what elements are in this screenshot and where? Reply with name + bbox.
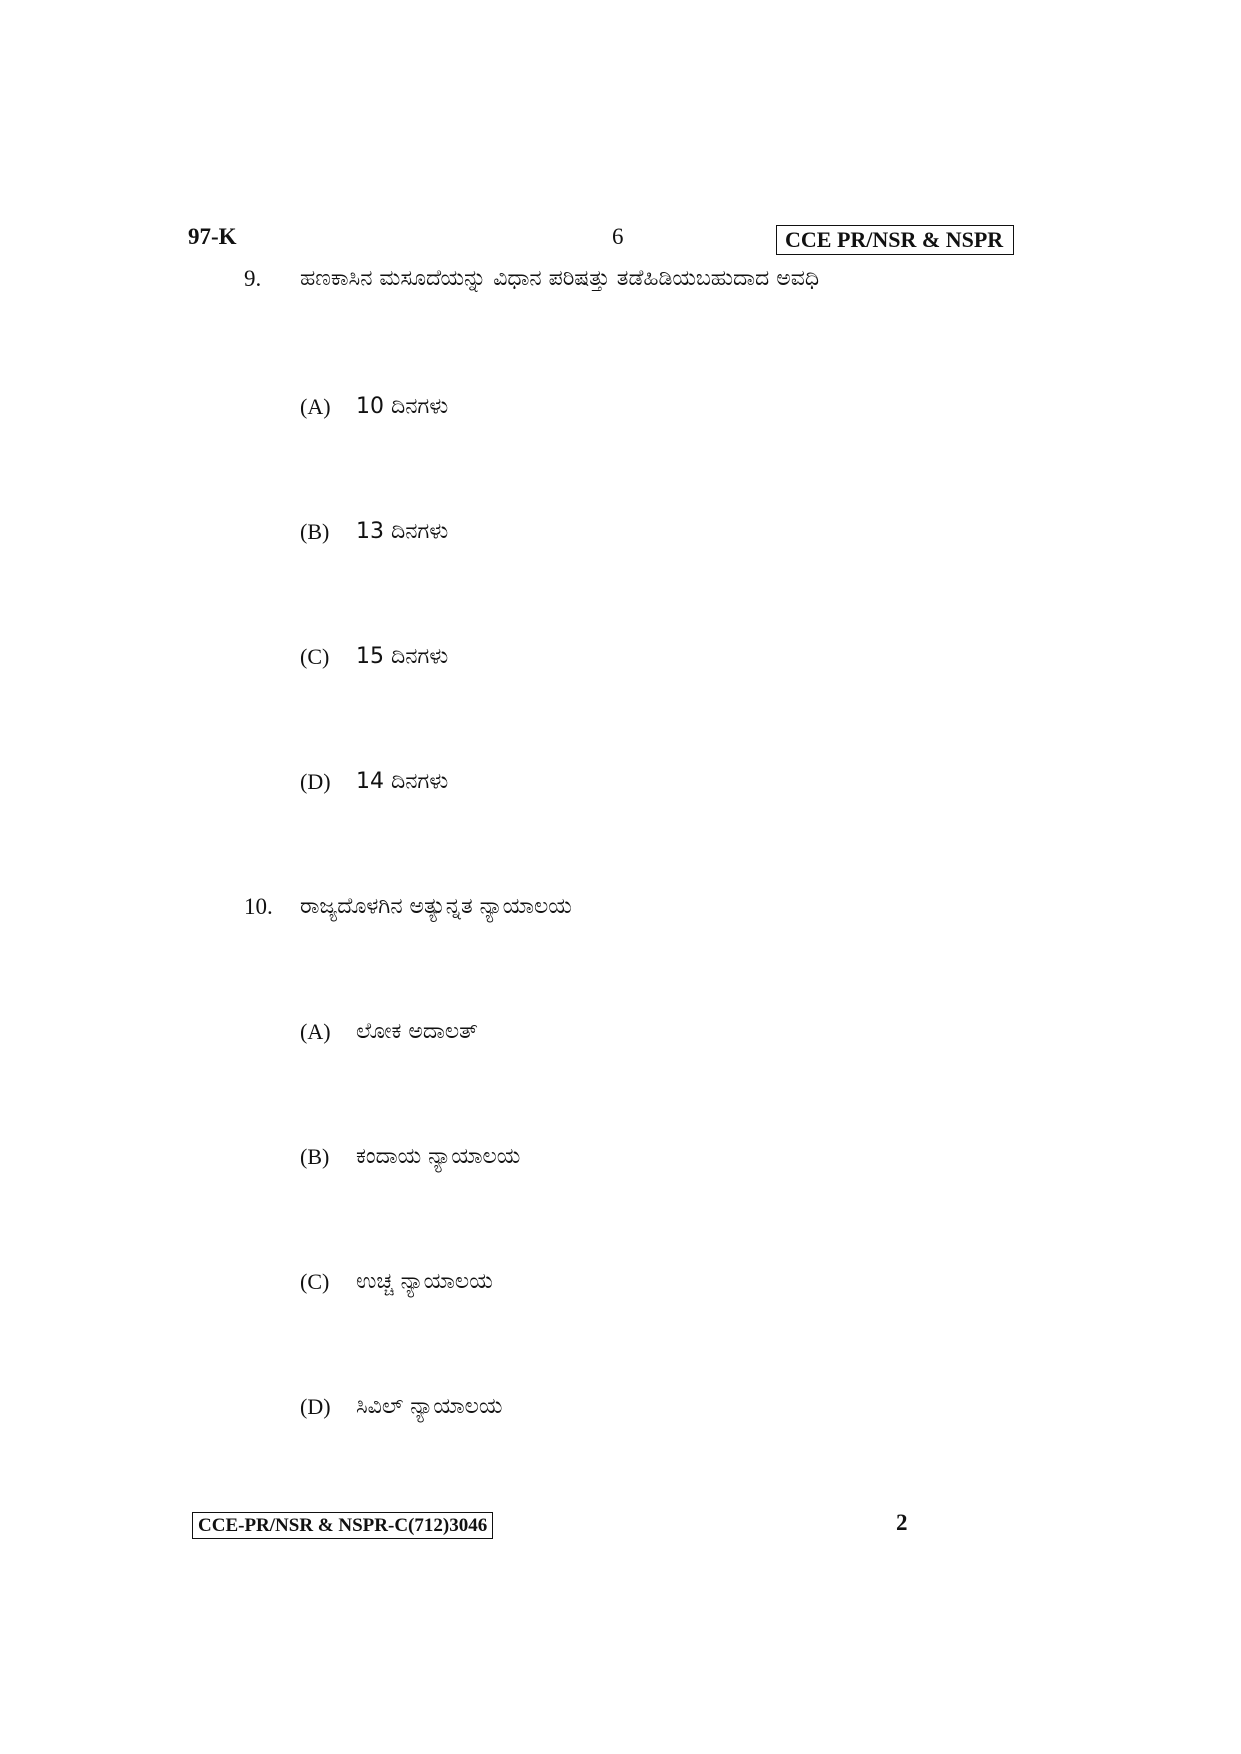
option-label: (C) [300,1269,330,1294]
option-text: ಕಂದಾಯ ನ್ಯಾಯಾಲಯ [356,1144,521,1169]
option-label: (B) [300,1144,330,1169]
option-label: (C) [300,644,330,669]
option-text: 13 ದಿನಗಳು [356,519,449,544]
question-text: ಹಣಕಾಸಿನ ಮಸೂದೆಯನ್ನು ವಿಧಾನ ಪರಿಷತ್ತು ತಡೆಹಿಡಿಯಬಹುದಾದ ಅವಧಿ [300,266,820,291]
option-label: (D) [300,1394,331,1419]
exam-title-box: CCE PR/NSR & NSPR [776,225,1014,255]
option-text: 10 ದಿನಗಳು [356,394,449,419]
option-label: (D) [300,769,331,794]
question-number: 9. [244,266,262,291]
option-label: (A) [300,1019,331,1044]
option-label: (A) [300,394,331,419]
option-text: 14 ದಿನಗಳು [356,769,449,794]
paper-code: 97-K [188,224,237,249]
footer-page-number: 2 [896,1510,908,1535]
option-text: ಲೋಕ ಅದಾಲತ್ [356,1019,478,1044]
question-text: ರಾಜ್ಯದೊಳಗಿನ ಅತ್ಯುನ್ನತ ನ್ಯಾಯಾಲಯ [300,894,572,919]
option-text: ಉಚ್ಚ ನ್ಯಾಯಾಲಯ [356,1269,493,1294]
question-number: 10. [244,894,273,919]
option-text: 15 ದಿನಗಳು [356,644,449,669]
option-label: (B) [300,519,330,544]
footer-code-box: CCE-PR/NSR & NSPR-C(712)3046 [192,1512,493,1539]
page-number: 6 [612,224,624,249]
option-text: ಸಿವಿಲ್ ನ್ಯಾಯಾಲಯ [356,1394,503,1419]
